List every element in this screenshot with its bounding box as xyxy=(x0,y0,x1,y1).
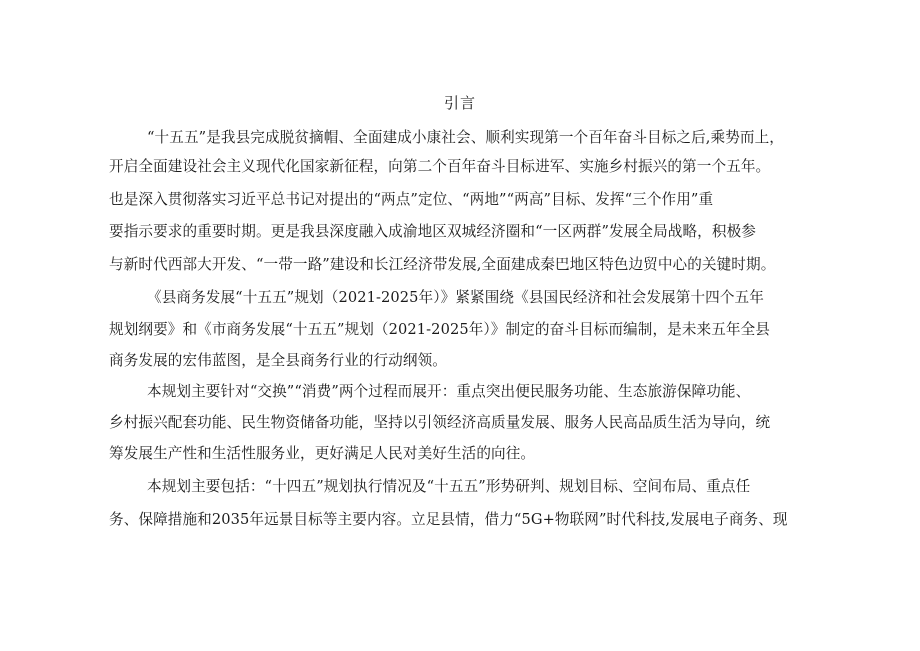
paragraph-2-line-2: 规划纲要》和《市商务发展“十五五”规划（2021-2025年）》制定的奋斗目标而编制，是未来五年全县 xyxy=(109,321,770,338)
paragraph-1-line-5: 与新时代西部大开发、“一带一路”建设和长江经济带发展,全面建成秦巴地区特色边贸中心的关键时期。 xyxy=(109,256,776,273)
page-title: 引言 xyxy=(443,94,476,112)
paragraph-1-line-1: “十五五”是我县完成脱贫摘帽、全面建成小康社会、顺利实现第一个百年奋斗目标之后,乘势而上， xyxy=(147,129,785,146)
paragraph-3-line-2: 乡村振兴配套功能、民生物资储备功能，坚持以引领经济高质量发展、服务人民高品质生活为导向，统 xyxy=(109,414,771,431)
paragraph-2-line-1: 《县商务发展“十五五”规划（2021-2025年）》紧紧围绕《县国民经济和社会发展第十四个五年 xyxy=(147,289,764,306)
paragraph-4-line-1: 本规划主要包括：“十四五”规划执行情况及“十五五”形势研判、规划目标、空间布局、重点任 xyxy=(147,478,751,495)
paragraph-1-line-3: 也是深入贯彻落实习近平总书记对提出的“两点”定位、“两地”“两高”目标、发挥“三个作用”重 xyxy=(109,191,714,208)
paragraph-3-line-3: 筹发展生产性和生活性服务业，更好满足人民对美好生活的向往。 xyxy=(109,445,536,462)
paragraph-4-line-2: 务、保障措施和2035年远景目标等主要内容。立足县情，借力“5G+物联网”时代科技,发展电子商务、现 xyxy=(109,511,788,528)
paragraph-1-line-2: 开启全面建设社会主义现代化国家新征程，向第二个百年奋斗目标进军、实施乡村振兴的第一个五年。 xyxy=(109,158,771,175)
paragraph-2-line-3: 商务发展的宏伟蓝图，是全县商务行业的行动纲领。 xyxy=(109,352,447,369)
paragraph-1-line-4: 要指示要求的重要时期。更是我县深度融入成渝地区双城经济圈和“一区两群”发展全局战略，积极参 xyxy=(109,223,756,240)
paragraph-3-line-1: 本规划主要针对“交换”“消费”两个过程而展开：重点突出便民服务功能、生态旅游保障功能、 xyxy=(147,383,751,400)
